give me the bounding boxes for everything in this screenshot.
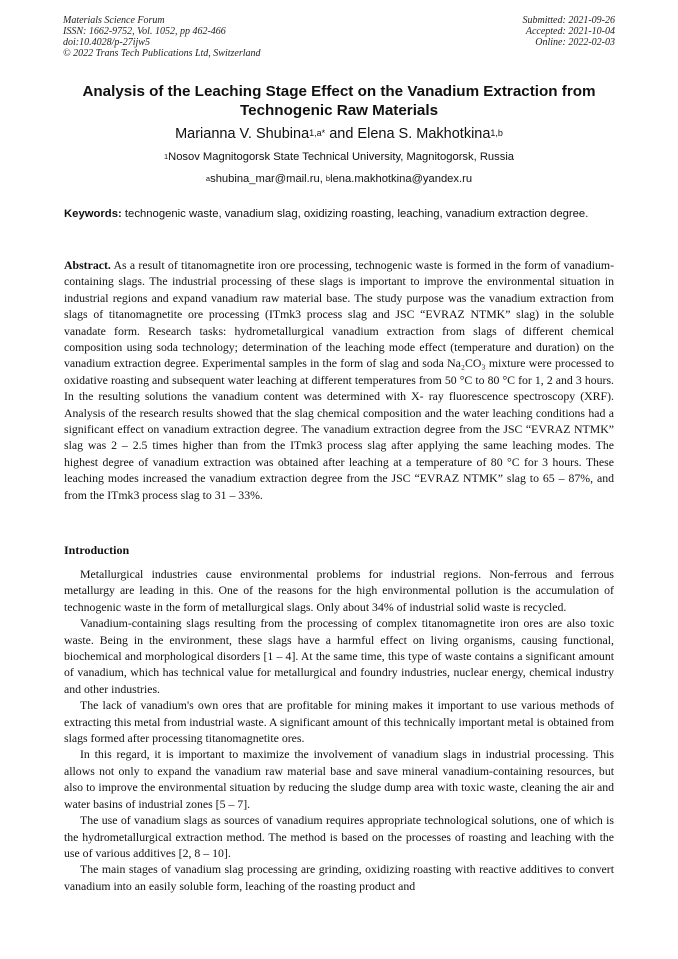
journal-copyright: © 2022 Trans Tech Publications Ltd, Switzerland: [63, 48, 261, 59]
intro-paragraph: The lack of vanadium's own ores that are profitable for mining makes it important to use various methods of extracting this metal from industrial waste. A significant amount of this technically important metal is obtained from slags formed after processing titanomagnetite ores.: [64, 698, 614, 746]
email-a: shubina_mar@mail.ru,: [210, 173, 326, 185]
author-list: [40, 125, 638, 143]
intro-paragraph: In this regard, it is important to maximize the involvement of vanadium slags in industrial processing. This allows not only to expand the vanadium raw material base and save mineral vanadium-containing resources, but also to improve the environmental situation by reducing the sludge dump area with toxic waste, cleaning the air and water basins of industrial zones [5 – 7].: [64, 747, 614, 811]
intro-paragraph: Metallurgical industries cause environmental problems for industrial regions. Non-ferrous and ferrous metallurgy are leading in this. One of the reasons for the high environmental pollution is the accumulation of technogenic waste in the form of metallurgical slags. Only about 34% of industrial solid waste is recycled.: [64, 567, 614, 614]
email-b-marker: b: [325, 174, 331, 183]
submission-dates: [523, 15, 616, 48]
intro-paragraph: The use of vanadium slags as sources of vanadium requires appropriate technological solutions, one of which is the hydrometallurgical extraction method. The method is based on the processes of roasting and leaching with the use of various additives [2, 8 – 10].: [64, 813, 614, 860]
journal-doi: doi:10.4028/p-27ijw5: [63, 37, 150, 48]
email-a-marker: a: [205, 174, 211, 183]
keywords: [64, 207, 614, 222]
journal-issn: ISSN: 1662-9752, Vol. 1052, pp 462-466: [63, 26, 226, 37]
author-1: Marianna V. Shubina: [175, 126, 310, 142]
introduction-body: [64, 566, 614, 894]
affiliation-text: Nosov Magnitogorsk State Technical University, Magnitogorsk, Russia: [168, 151, 515, 163]
keywords-label: Keywords:: [64, 208, 122, 220]
author-2: Elena S. Makhotkina: [357, 126, 491, 142]
email-b: lena.makhotkina@yandex.ru: [330, 173, 473, 185]
abstract-text: As a result of titanomagnetite iron ore processing, technogenic waste is formed in the form of vanadium-containing slags. The industrial processing of these slags is important to improve the environmental situation in industrial regions and expand vanadium raw material base. The study purpose was the vanadium extraction from slags of titanomagnetite ore processing (ITmk3 process slag and JSC “EVRAZ NTMK” slag) in the soluble vanadate form. Research tasks: hydrometallurgical vanadium extraction from slags of different chemical composition using soda technology; determination of the leaching mode effect (temperature and duration) on the vanadium extraction degree. Experimental samples in the form of slag and soda Na₂CO₃ mixture were processed to oxidative roasting and subsequent water leaching at different temperatures from 50 °C to 80 °C for 1, 2 and 3 hours. In the resulting solutions the vanadium content was determined with X- ray fluorescence spectroscopy (XRF). Analysis of the research results showed that the slag chemical composition and the water leaching conditions had a significant effect on vanadium extraction degree. The vanadium extraction degree from the JSC “EVRAZ NTMK” slag was 2 – 2.5 times higher than from the ITmk3 process slag after applying the same leaching modes. The highest degree of vanadium extraction was obtained after leaching at a temperature of 80 °C for 3 hours. These leaching modes increased the vanadium extraction degree from the JSC “EVRAZ NTMK” slag to 65 – 87%, and from the ITmk3 process slag to 31 – 33%.: [64, 258, 614, 502]
journal-name: Materials Science Forum: [63, 15, 165, 26]
section-heading-introduction: Introduction: [64, 543, 130, 557]
online-date: Online: 2022-02-03: [535, 37, 615, 48]
author-emails: [40, 172, 638, 186]
accepted-date: Accepted: 2021-10-04: [525, 26, 615, 37]
abstract-label: Abstract.: [64, 258, 111, 272]
submitted-date: Submitted: 2021-09-26: [522, 15, 615, 26]
author-2-affil: 1,b: [490, 128, 503, 138]
intro-paragraph: The main stages of vanadium slag processing are grinding, oxidizing roasting with reactive additives to convert vanadium into an easily soluble form, leaching of the roasting product and: [64, 862, 614, 893]
journal-info: [63, 15, 261, 59]
author-1-affil: 1,a*: [309, 128, 326, 138]
keywords-text: technogenic waste, vanadium slag, oxidizing roasting, leaching, vanadium extraction degree.: [121, 208, 589, 220]
affiliation: [40, 150, 638, 164]
intro-paragraph: Vanadium-containing slags resulting from the processing of complex titanomagnetite iron ores are also toxic waste. Being in the environment, these slags have a harmful effect on living organisms, causing functional, biochemical and morphological disorders [1 – 4]. At the same time, this type of waste contains a significant amount of vanadium, which has technical value for metallurgical and foundry industries, nuclear energy, chemical industry and other industries.: [64, 616, 614, 696]
author-connector: and: [325, 126, 358, 142]
affiliation-marker: 1: [163, 152, 169, 161]
abstract: [64, 257, 614, 503]
paper-title: Analysis of the Leaching Stage Effect on the Vanadium Extraction from Technogenic Raw Materials: [82, 83, 596, 119]
